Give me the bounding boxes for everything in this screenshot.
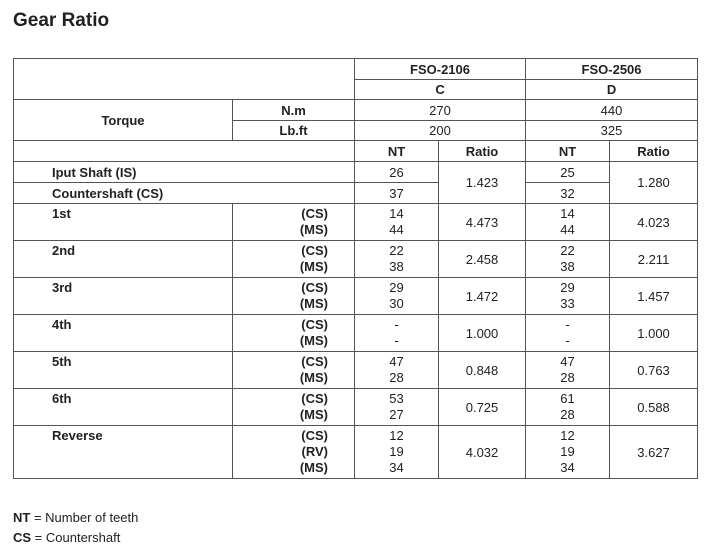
teeth-count: 47 [560, 354, 575, 369]
teeth-count: 19 [389, 444, 404, 459]
gear-ratio-b: 2.211 [610, 241, 698, 278]
model-a-name: FSO-2106 [355, 59, 526, 80]
gear-row [14, 278, 698, 315]
torque-unit-lbft: Lb.ft [233, 121, 355, 141]
countershaft-label: Countershaft (CS) [14, 183, 355, 204]
teeth-count: 29 [560, 280, 575, 295]
gear-nt-b [526, 352, 610, 389]
nt-header-b: NT [526, 141, 610, 162]
teeth-count: 27 [389, 407, 404, 422]
gear-ratio-b: 1.457 [610, 278, 698, 315]
torque-nm-row [14, 100, 698, 121]
shaft-label: (CS) [301, 243, 328, 258]
countershaft-nt-b: 32 [526, 183, 610, 204]
teeth-count: 33 [560, 296, 575, 311]
model-a-code: C [355, 80, 526, 100]
teeth-count: 28 [560, 407, 575, 422]
teeth-count: 22 [560, 243, 575, 258]
shaft-label: (MS) [299, 259, 328, 274]
column-header-row [14, 141, 698, 162]
gear-name: 4th [14, 315, 233, 352]
shaft-label: (CS) [301, 391, 328, 406]
gear-ratio-table [13, 58, 698, 479]
torque-lbft-a: 200 [355, 121, 526, 141]
gear-row [14, 241, 698, 278]
page-title: Gear Ratio [13, 10, 110, 31]
gear-name: 1st [14, 204, 233, 241]
gear-name: 2nd [14, 241, 233, 278]
gear-ratio-a: 0.725 [439, 389, 526, 426]
teeth-count: 14 [560, 206, 575, 221]
teeth-count: 14 [389, 206, 404, 221]
gear-nt-a [355, 352, 439, 389]
torque-label: Torque [14, 100, 233, 141]
gear-shafts [233, 204, 355, 241]
teeth-count: 28 [560, 370, 575, 385]
teeth-count: 30 [389, 296, 404, 311]
countershaft-nt-a: 37 [355, 183, 439, 204]
gear-rows [14, 204, 698, 479]
gear-nt-a [355, 426, 439, 479]
model-name-row [14, 59, 698, 80]
teeth-count: 38 [560, 259, 575, 274]
gear-nt-b [526, 426, 610, 479]
input-shaft-nt-b: 25 [526, 162, 610, 183]
gear-shafts [233, 426, 355, 479]
gear-shafts [233, 241, 355, 278]
countershaft-row [14, 183, 698, 204]
ratio-header-b: Ratio [610, 141, 698, 162]
torque-unit-nm: N.m [233, 100, 355, 121]
gear-row [14, 426, 698, 479]
legend [13, 508, 138, 548]
legend-item [13, 528, 138, 548]
gear-row [14, 352, 698, 389]
header-blank-cell [14, 59, 355, 100]
shaft-label: (CS) [301, 317, 328, 332]
gear-nt-a [355, 204, 439, 241]
gear-nt-b [526, 241, 610, 278]
gear-ratio-b: 4.023 [610, 204, 698, 241]
gear-ratio-a: 4.473 [439, 204, 526, 241]
teeth-count: 12 [389, 428, 404, 443]
torque-nm-a: 270 [355, 100, 526, 121]
input-shaft-label: Iput Shaft (IS) [14, 162, 355, 183]
gear-nt-b [526, 315, 610, 352]
model-b-name: FSO-2506 [526, 59, 698, 80]
gear-shafts [233, 389, 355, 426]
ratio-header-a: Ratio [439, 141, 526, 162]
teeth-count: 38 [389, 259, 404, 274]
shaft-label: (CS) [301, 280, 328, 295]
teeth-count: 44 [389, 222, 404, 237]
teeth-count: 19 [560, 444, 575, 459]
gear-ratio-a: 2.458 [439, 241, 526, 278]
teeth-count: 34 [389, 460, 404, 475]
teeth-count: - [394, 317, 399, 332]
legend-abbr: NT [13, 510, 31, 525]
column-header-blank [14, 141, 355, 162]
gear-nt-a [355, 389, 439, 426]
gear-ratio-a: 1.472 [439, 278, 526, 315]
gear-shafts [233, 315, 355, 352]
gear-ratio-b: 3.627 [610, 426, 698, 479]
torque-lbft-b: 325 [526, 121, 698, 141]
gear-nt-b [526, 204, 610, 241]
torque-nm-b: 440 [526, 100, 698, 121]
shaft-label: (CS) [301, 206, 328, 221]
gear-shafts [233, 278, 355, 315]
input-shaft-row [14, 162, 698, 183]
teeth-count: - [565, 317, 570, 332]
gear-ratio-b: 0.763 [610, 352, 698, 389]
gear-row [14, 389, 698, 426]
shaft-label: (RV) [301, 444, 328, 459]
gear-name: 3rd [14, 278, 233, 315]
input-shaft-nt-a: 26 [355, 162, 439, 183]
gear-ratio-a: 1.000 [439, 315, 526, 352]
gear-nt-a [355, 278, 439, 315]
shaft-label: (CS) [301, 354, 328, 369]
gear-nt-a [355, 315, 439, 352]
gear-row [14, 315, 698, 352]
teeth-count: 22 [389, 243, 404, 258]
teeth-count: 47 [389, 354, 404, 369]
gear-name: 6th [14, 389, 233, 426]
gear-name: Reverse [14, 426, 233, 479]
shaft-ratio-b: 1.280 [610, 162, 698, 204]
teeth-count: 12 [560, 428, 575, 443]
nt-header-a: NT [355, 141, 439, 162]
gear-ratio-b: 1.000 [610, 315, 698, 352]
legend-item [13, 508, 138, 528]
gear-ratio-a: 0.848 [439, 352, 526, 389]
gear-ratio-b: 0.588 [610, 389, 698, 426]
shaft-label: (MS) [299, 296, 328, 311]
gear-nt-b [526, 278, 610, 315]
legend-text: = Countershaft [31, 530, 121, 545]
teeth-count: 34 [560, 460, 575, 475]
teeth-count: 53 [389, 391, 404, 406]
gear-nt-a [355, 241, 439, 278]
gear-name: 5th [14, 352, 233, 389]
legend-text: = Number of teeth [30, 510, 139, 525]
shaft-label: (MS) [299, 407, 328, 422]
teeth-count: 28 [389, 370, 404, 385]
gear-shafts [233, 352, 355, 389]
shaft-label: (MS) [299, 333, 328, 348]
gear-nt-b [526, 389, 610, 426]
shaft-label: (CS) [301, 428, 328, 443]
teeth-count: - [394, 333, 399, 348]
teeth-count: 61 [560, 391, 575, 406]
shaft-ratio-a: 1.423 [439, 162, 526, 204]
shaft-label: (MS) [299, 370, 328, 385]
teeth-count: 29 [389, 280, 404, 295]
shaft-label: (MS) [299, 222, 328, 237]
model-b-code: D [526, 80, 698, 100]
legend-abbr: CS [13, 530, 32, 545]
teeth-count: 44 [560, 222, 575, 237]
gear-row [14, 204, 698, 241]
shaft-label: (MS) [299, 460, 328, 475]
teeth-count: - [565, 333, 570, 348]
gear-ratio-a: 4.032 [439, 426, 526, 479]
